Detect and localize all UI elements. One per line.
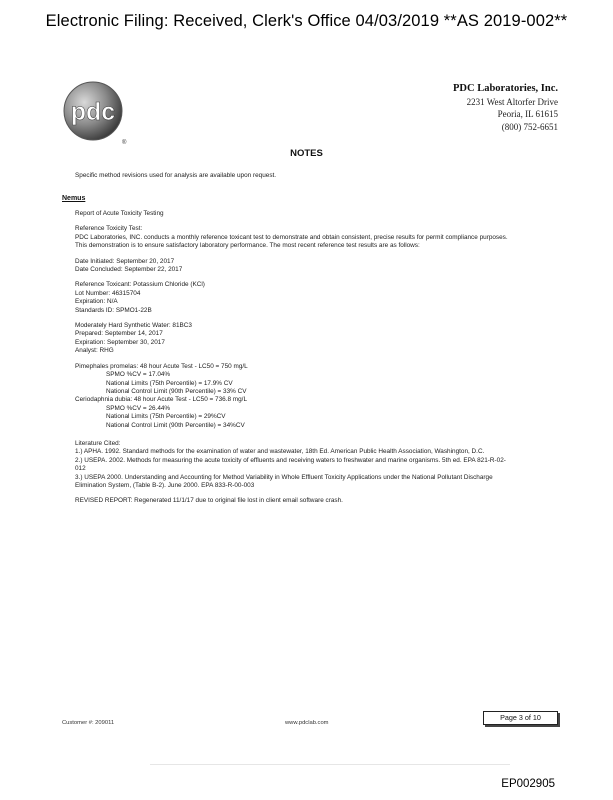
reference-label: Reference Toxicity Test:	[75, 225, 143, 233]
page-number-badge: Page 3 of 10	[483, 711, 558, 725]
analyst: Analyst: RHG	[75, 347, 114, 355]
literature-item: 1.) APHA. 1992. Standard methods for the examination of water and wastewater, 18th Ed. American Public Health Association, Washington, D.C.	[75, 448, 485, 456]
water-prepared: Prepared: September 14, 2017	[75, 330, 163, 338]
ceriodaphnia-cv: SPMO %CV = 26.44%	[106, 404, 171, 412]
company-city: Peoria, IL 61615	[497, 109, 558, 119]
literature-item: 3.) USEPA 2000. Understanding and Accounting for Method Variability in Whole Effluent Toxicity Applications under the National Pollutant Discharge Elimination System, (Table B-2). June 2000. EPA 833-R-00-003	[75, 473, 493, 489]
lot-number: Lot Number: 46315704	[75, 289, 141, 297]
company-street: 2231 West Altorfer Drive	[466, 96, 558, 107]
filing-stamp: Electronic Filing: Received, Clerk's Office 04/03/2019 **AS 2019-002**	[45, 12, 568, 30]
expiration: Expiration: N/A	[75, 298, 118, 306]
logo-registered-mark: ®	[122, 140, 127, 146]
reference-toxicant: Reference Toxicant: Potassium Chloride (KCl)	[75, 281, 205, 289]
company-phone: (800) 752-6651	[501, 121, 558, 132]
intro-text: Specific method revisions used for analysis are available upon request.	[75, 172, 277, 179]
company-name: PDC Laboratories, Inc.	[453, 83, 558, 94]
pimephales-control-limit: National Control Limit (90th Percentile) = 33% CV	[106, 387, 247, 395]
bates-number: EP002905	[501, 778, 555, 790]
synthetic-water: Moderately Hard Synthetic Water: 81BC3	[75, 322, 192, 330]
customer-number: Customer #: 209011	[62, 720, 115, 726]
scan-line-divider	[150, 764, 510, 765]
date-initiated: Date Initiated: September 20, 2017	[75, 257, 175, 265]
page-title: NOTES	[290, 148, 323, 159]
report-body	[75, 210, 515, 506]
revised-note: REVISED REPORT: Regenerated 11/1/17 due to original file lost in client email software crash.	[75, 497, 343, 505]
website-link[interactable]: www.pdclab.com	[285, 720, 329, 726]
reference-text: PDC Laboratories, INC. conducts a monthly reference toxicant test to demonstrate and obtain consistent, precise results for permit compliance purposes. This demonstration is to ensure satisfactory laboratory performance. The most recent reference test results are as follows:	[75, 233, 508, 250]
standards-id: Standards ID: SPMO1-22B	[75, 306, 152, 314]
pimephales-result: Pimephales promelas: 48 hour Acute Test - LC50 = 750 mg/L	[75, 362, 248, 370]
pimephales-national-limits: National Limits (75th Percentile) = 17.9% CV	[106, 379, 233, 387]
ceriodaphnia-national-limits: National Limits (75th Percentile) = 29%CV	[106, 413, 226, 421]
logo-text: pdc	[70, 98, 116, 126]
report-heading: Report of Acute Toxicity Testing	[75, 210, 164, 217]
literature-item: 2.) USEPA. 2002. Methods for measuring the acute toxicity of effluents and receiving waters to freshwater and marine organisms. 5th ed. EPA 821-R-02-012	[75, 456, 506, 473]
ceriodaphnia-control-limit: National Control Limit (90th Percentile) = 34%CV	[106, 421, 245, 429]
date-concluded: Date Concluded: September 22, 2017	[75, 266, 183, 274]
section-heading: Nemus	[62, 195, 86, 202]
company-address	[453, 83, 558, 133]
ceriodaphnia-result: Ceriodaphnia dubia: 48 hour Acute Test - LC50 = 736.8 mg/L	[75, 396, 248, 404]
literature-heading: Literature Cited:	[75, 439, 121, 447]
company-logo	[62, 80, 128, 146]
water-expiration: Expiration: September 30, 2017	[75, 338, 165, 346]
pimephales-cv: SPMO %CV = 17.04%	[106, 371, 171, 379]
